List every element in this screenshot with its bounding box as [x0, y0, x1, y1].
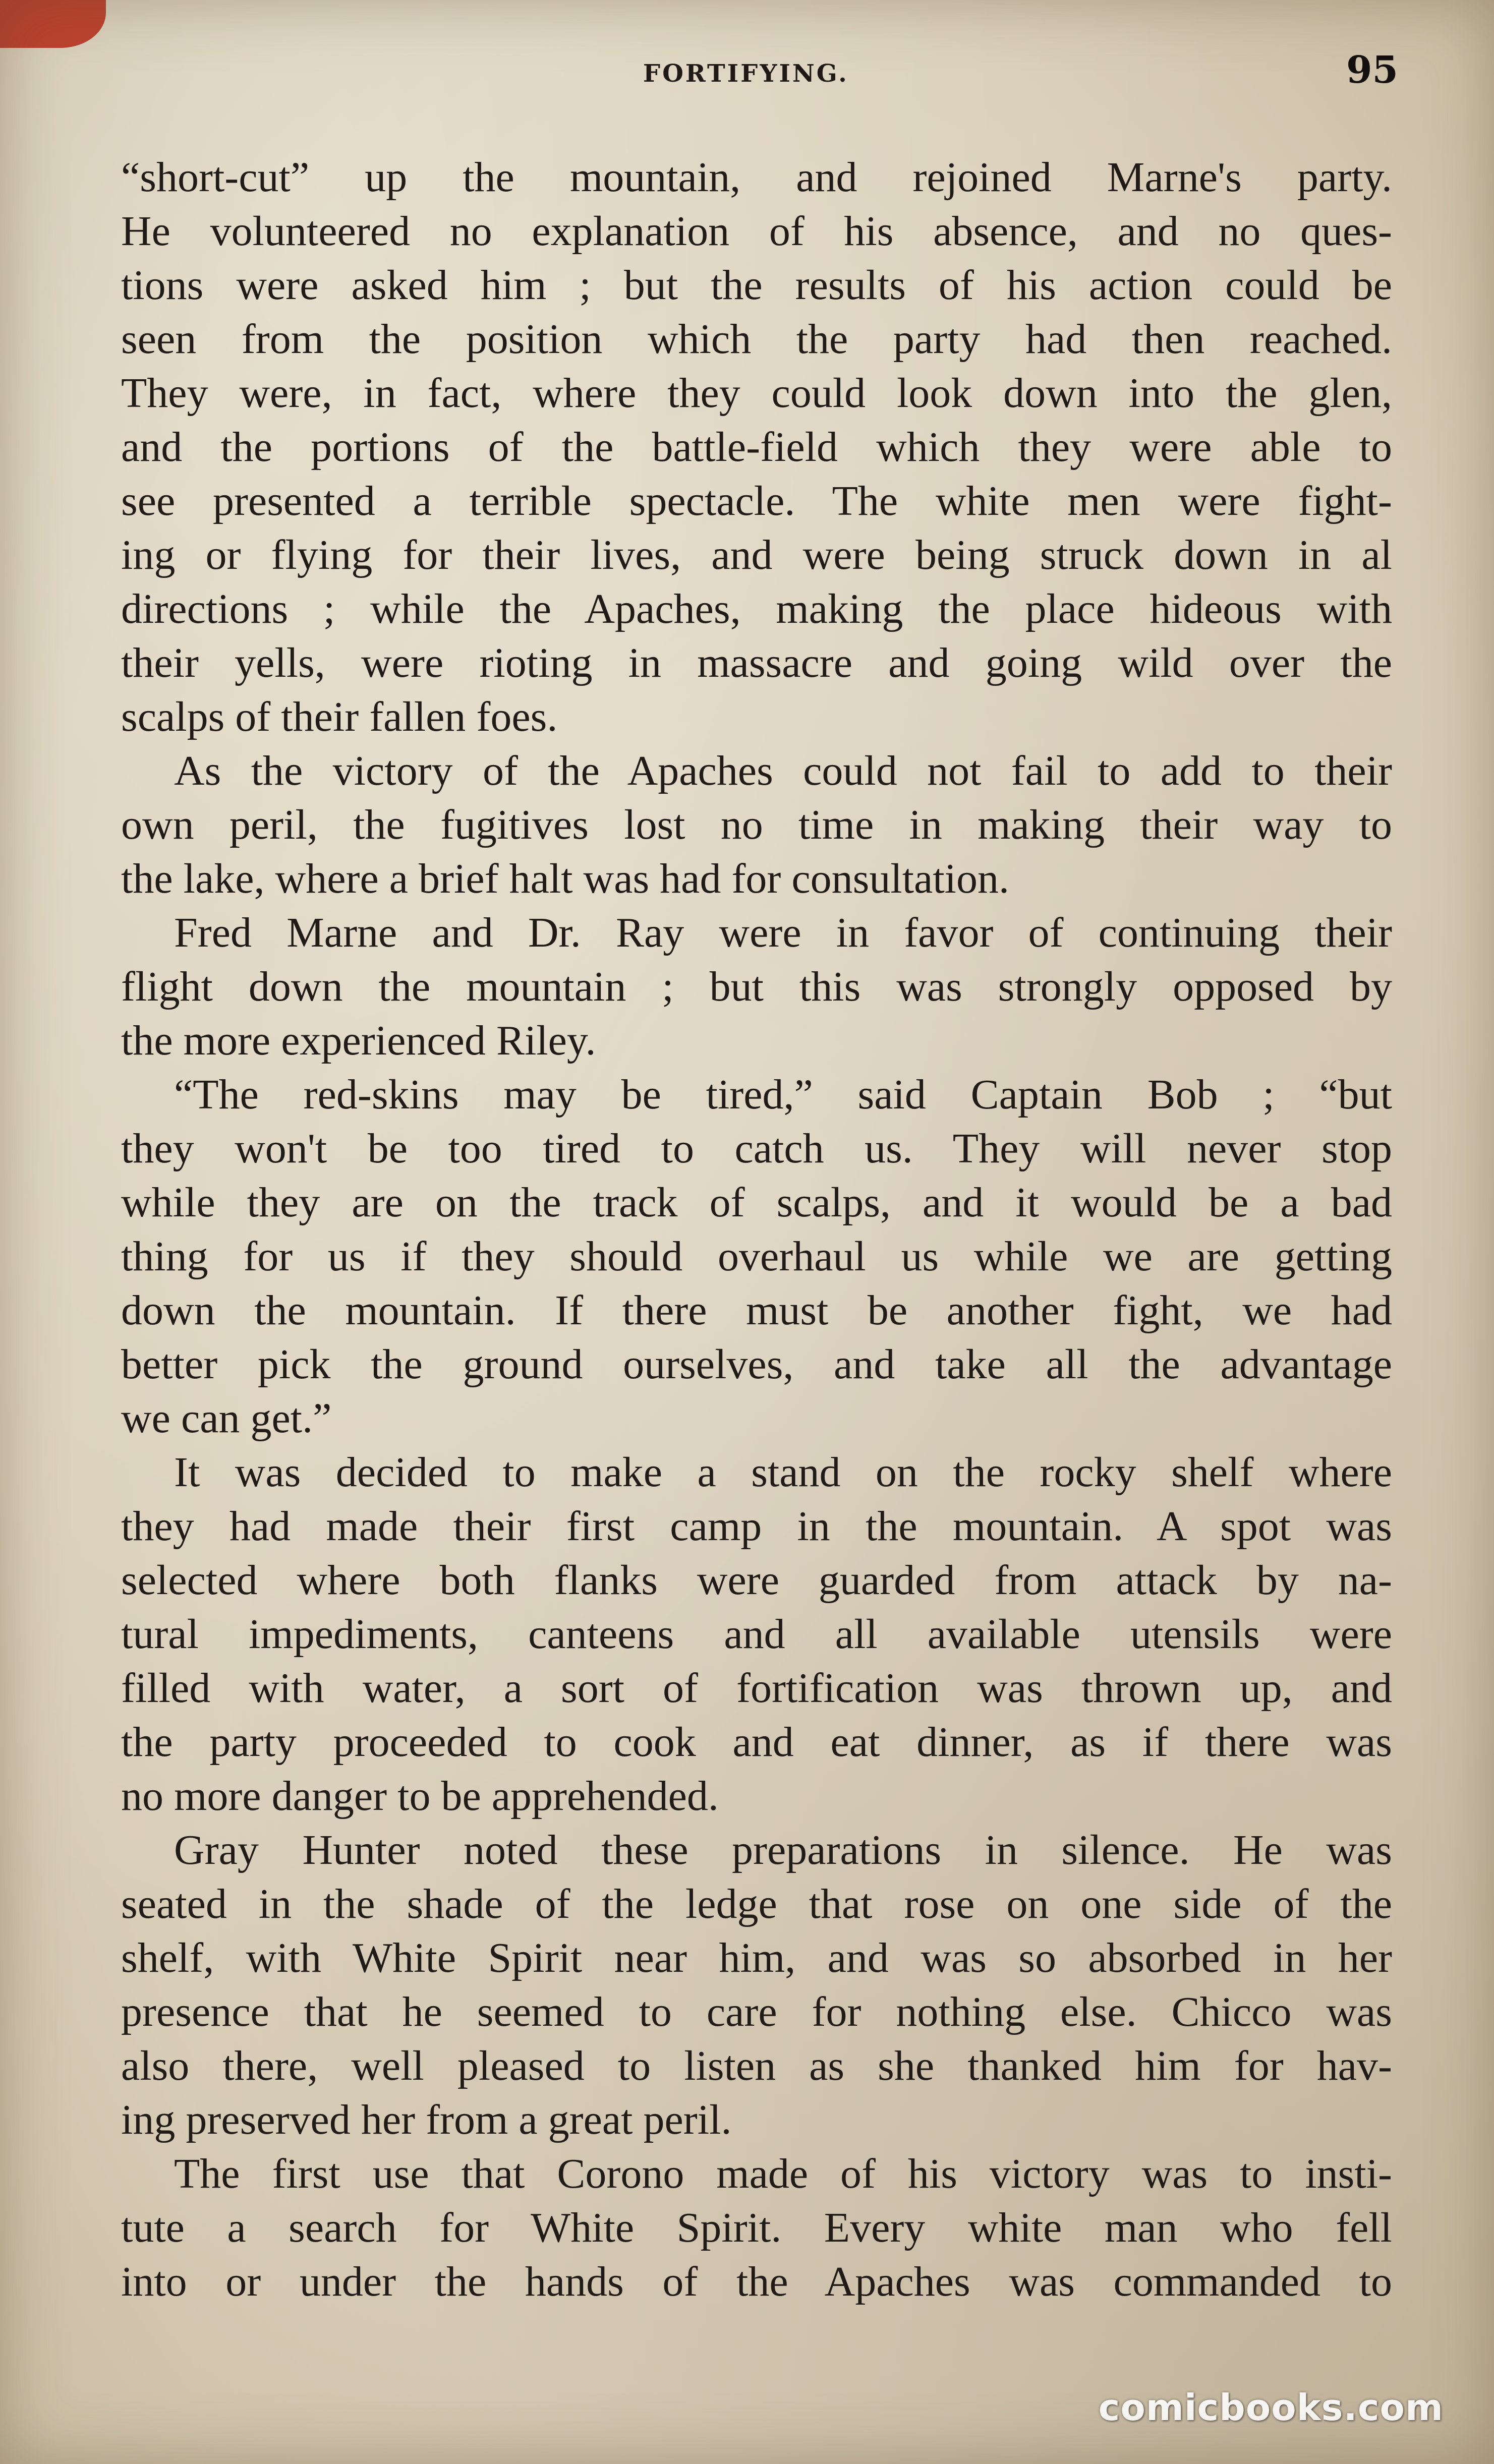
text-line: directions ; while the Apaches, making the place hideous with — [121, 585, 1392, 632]
text-line: tural impediments, canteens and all available utensils were — [121, 1611, 1392, 1658]
text-line: down the mountain. If there must be another fight, we had — [121, 1287, 1392, 1334]
text-line: the party proceeded to cook and eat dinner, as if there was — [121, 1719, 1392, 1766]
text-line: the more experienced Riley. — [121, 1017, 596, 1064]
text-line: ing preserved her from a great peril. — [121, 2096, 732, 2143]
text-line: own peril, the fugitives lost no time in making their way to — [121, 801, 1392, 848]
text-line: into or under the hands of the Apaches was commanded to — [121, 2258, 1392, 2305]
text-line: filled with water, a sort of fortification was thrown up, and — [121, 1665, 1392, 1712]
text-line: “short-cut” up the mountain, and rejoined Marne's party. — [121, 154, 1392, 201]
text-line: and the portions of the battle-field which they were able to — [121, 424, 1392, 471]
text-line: It was decided to make a stand on the rocky shelf where — [174, 1449, 1392, 1496]
text-line: seated in the shade of the ledge that rose on one side of the — [121, 1881, 1392, 1927]
text-line: while they are on the track of scalps, and it would be a bad — [121, 1179, 1392, 1226]
text-line: no more danger to be apprehended. — [121, 1773, 719, 1820]
text-line: As the victory of the Apaches could not fail to add to their — [174, 747, 1392, 794]
body-text — [121, 150, 1392, 2309]
text-line: shelf, with White Spirit near him, and was so absorbed in her — [121, 1934, 1392, 1981]
text-line: They were, in fact, where they could look down into the glen, — [121, 370, 1392, 417]
text-line: better pick the ground ourselves, and take all the advantage — [121, 1341, 1392, 1388]
text-line: Gray Hunter noted these preparations in silence. He was — [174, 1827, 1392, 1873]
text-line: we can get.” — [121, 1395, 332, 1442]
text-line: they had made their first camp in the mountain. A spot was — [121, 1503, 1392, 1550]
text-line: He volunteered no explanation of his absence, and no ques- — [121, 208, 1392, 255]
page-number: 95 — [1346, 48, 1398, 92]
text-line: ing or flying for their lives, and were being struck down in al — [121, 532, 1392, 578]
text-line: Fred Marne and Dr. Ray were in favor of continuing their — [174, 909, 1392, 956]
text-line: The first use that Corono made of his victory was to insti- — [174, 2150, 1392, 2197]
red-corner-mark — [0, 0, 106, 48]
text-line: flight down the mountain ; but this was strongly opposed by — [121, 963, 1392, 1010]
text-line: seen from the position which the party had then reached. — [121, 316, 1392, 363]
text-line: “The red-skins may be tired,” said Captain Bob ; “but — [174, 1071, 1392, 1118]
text-line: tions were asked him ; but the results of his action could be — [121, 262, 1392, 309]
text-line: the lake, where a brief halt was had for consultation. — [121, 855, 1010, 902]
text-line: also there, well pleased to listen as she thanked him for hav- — [121, 2042, 1392, 2089]
watermark: comicbooks.com — [1098, 2386, 1444, 2429]
text-line: scalps of their fallen foes. — [121, 693, 558, 740]
text-line: thing for us if they should overhaul us while we are getting — [121, 1233, 1392, 1280]
text-line: see presented a terrible spectacle. The white men were fight- — [121, 478, 1392, 524]
text-line: tute a search for White Spirit. Every white man who fell — [121, 2204, 1392, 2251]
text-line: selected where both flanks were guarded from attack by na- — [121, 1557, 1392, 1604]
text-line: presence that he seemed to care for nothing else. Chicco was — [121, 1988, 1392, 2035]
running-head: FORTIFYING. — [643, 60, 849, 88]
text-line: their yells, were rioting in massacre and going wild over the — [121, 639, 1392, 686]
text-line: they won't be too tired to catch us. They will never stop — [121, 1125, 1392, 1172]
